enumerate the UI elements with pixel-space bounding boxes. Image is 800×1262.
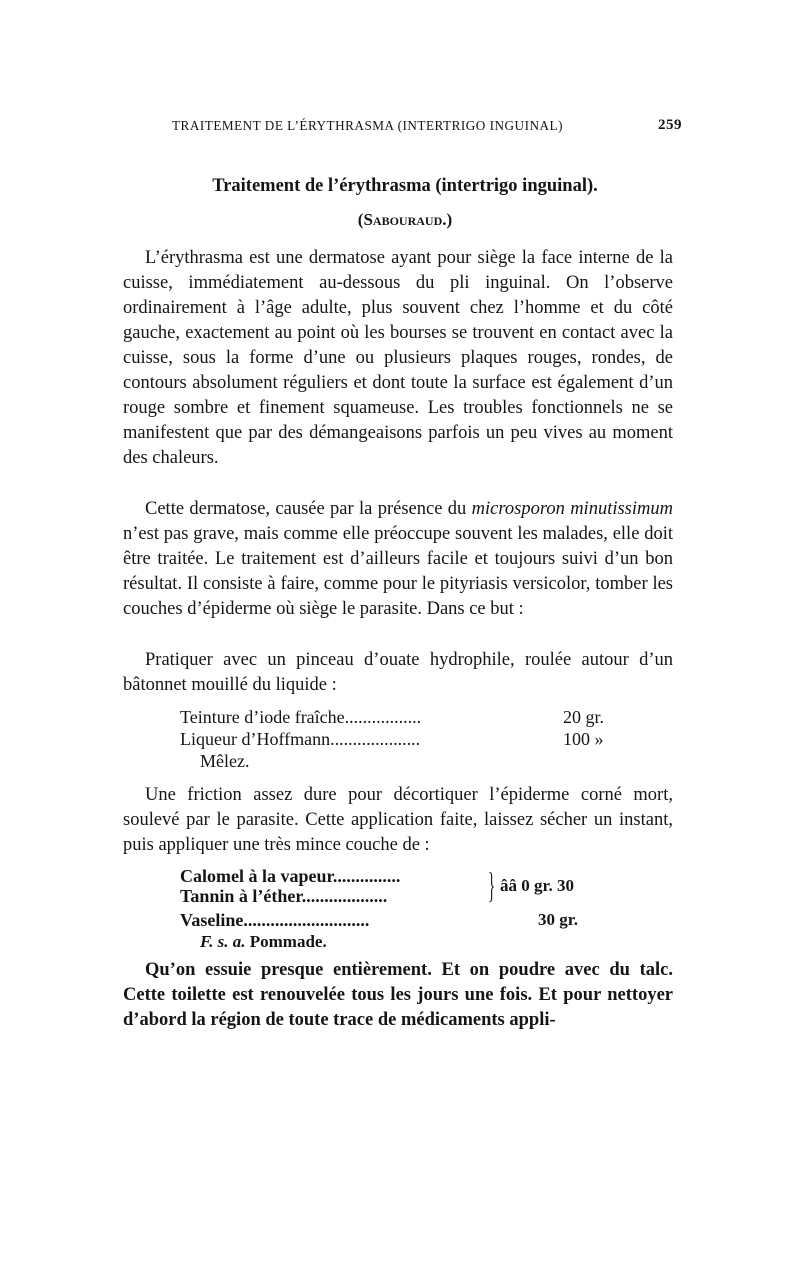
author-line xyxy=(0,210,800,230)
paragraph-1: L’érythrasma est une dermatose ayant pour siège la face interne de la cuisse, immédiatement au-dessous du pli inguinal. On l’observe ordinairement à l’âge adulte, plus souvent chez l’homme et du côté gauche, exactement au point où les bourses se trouvent en contact avec la cuisse, sous la forme d’une ou plusieurs plaques rouges, rondes, de contours absolument réguliers et dont toute la surface est également d’un rouge sombre et finement squameuse. Les troubles fonctionnels ne se manifestent que par des démangeaisons parfois un peu vives au moment des chaleurs. xyxy=(123,248,673,468)
fsa-abbrev: F. s. a. xyxy=(200,932,246,951)
recipe-1-row xyxy=(180,728,620,750)
running-head-text: TRAITEMENT DE L’ÉRYTHRASMA (INTERTRIGO INGUINAL) xyxy=(172,118,563,133)
paragraph-2 xyxy=(123,497,673,622)
paragraph-final xyxy=(123,958,673,1033)
paragraph-description xyxy=(123,246,673,471)
paragraph-friction xyxy=(123,783,673,858)
mix-instruction: Mêlez. xyxy=(200,751,250,771)
fsa-pommade: Pommade. xyxy=(245,932,327,951)
quantity: 20 gr. xyxy=(563,707,605,727)
p2-after: n’est pas grave, mais comme elle préoccupe souvent les malades, elle doit être traitée. Le traitement est d’ailleurs facile et toujours suivi d’un bon résultat. Il consiste à faire, comme pour le pityriasis versicolor, tomber les couches d’épiderme où siège le parasite. Dans ce but : xyxy=(123,524,673,619)
paragraph-3: Pratiquer avec un pinceau d’ouate hydrophile, roulée autour d’un bâtonnet mouillé du liquide : xyxy=(123,650,673,695)
ingredient-tannin: Tannin à l’éther................... xyxy=(180,886,388,906)
section-title: Traitement de l’érythrasma (intertrigo inguinal). xyxy=(212,176,598,196)
ingredient-vaseline: Vaseline............................ xyxy=(180,910,370,930)
author-close: .) xyxy=(442,210,453,229)
ingredient-calomel: Calomel à la vapeur............... xyxy=(180,866,401,886)
paragraph-instruction xyxy=(123,648,673,698)
ingredient: Teinture d’iode fraîche................. xyxy=(180,707,422,727)
author-name: Sabouraud xyxy=(363,210,443,229)
recipe-1-row xyxy=(180,706,620,728)
paragraph-4: Une friction assez dure pour décortiquer l’épiderme corné mort, soulevé par le parasite. Cette application faite, laissez sécher un instant, puis appliquer une très mince couche de : xyxy=(123,785,673,855)
paragraph-cause xyxy=(123,497,673,622)
quantity: 100 » xyxy=(563,729,604,749)
recipe-1 xyxy=(180,706,620,772)
species-name: microsporon minutissimum xyxy=(471,499,673,519)
fsa-instruction xyxy=(200,931,327,953)
paragraph-5: Qu’on essuie presque entièrement. Et on poudre avec du talc. Cette toilette est renouvelée tous les jours une fois. Et pour nettoyer d’abord la région de toute trace de médicaments appli- xyxy=(123,960,673,1030)
running-head xyxy=(172,118,682,134)
page-number: 259 xyxy=(658,117,682,133)
quantity-each: ââ 0 gr. 30 xyxy=(500,876,574,895)
author-open: ( xyxy=(357,210,364,229)
ingredient: Liqueur d’Hoffmann.................... xyxy=(180,729,421,749)
p2-before: Cette dermatose, causée par la présence du xyxy=(145,499,472,519)
brace-symbol: } xyxy=(488,865,496,905)
quantity-vaseline: 30 gr. xyxy=(538,910,578,929)
